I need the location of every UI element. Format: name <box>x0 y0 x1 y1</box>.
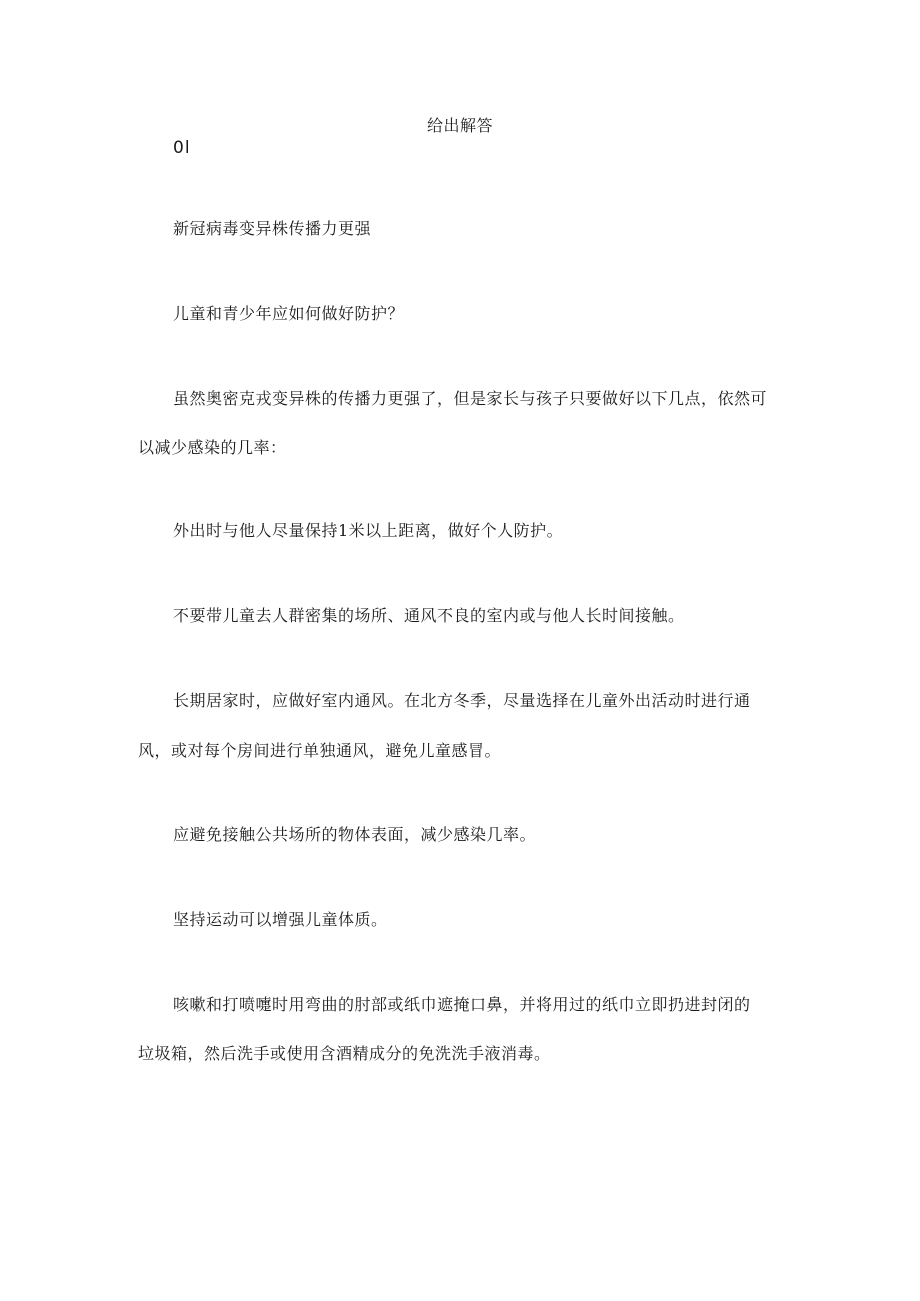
paragraph-cough-etiquette-line-2: 垃圾箱，然后洗手或使用含酒精成分的免洗洗手液消毒。 <box>138 1044 551 1063</box>
paragraph-avoid-surfaces: 应避免接触公共场所的物体表面，减少感染几率。 <box>173 825 537 844</box>
paragraph-ventilation-line-1: 长期居家时，应做好室内通风。在北方冬季，尽量选择在儿童外出活动时进行通 <box>173 691 751 710</box>
heading-variant-transmission: 新冠病毒变异株传播力更强 <box>173 219 372 238</box>
paragraph-ventilation-line-2: 风，或对每个房间进行单独通风，避免儿童感冒。 <box>138 741 502 760</box>
paragraph-intro-line-1: 虽然奥密克戎变异株的传播力更强了，但是家长与孩子只要做好以下几点，依然可 <box>173 389 768 408</box>
paragraph-avoid-crowds: 不要带儿童去人群密集的场所、通风不良的室内或与他人长时间接触。 <box>173 606 685 625</box>
section-number: 0l <box>173 138 191 158</box>
page-title: 给出解答 <box>426 116 493 135</box>
paragraph-intro-line-2: 以减少感染的几率： <box>138 438 287 457</box>
paragraph-keep-distance: 外出时与他人尽量保持1米以上距离，做好个人防护。 <box>173 521 564 540</box>
paragraph-cough-etiquette-line-1: 咳嗽和打喷嚏时用弯曲的肘部或纸巾遮掩口鼻，并将用过的纸巾立即扔进封闭的 <box>173 995 751 1014</box>
heading-children-protection: 儿童和青少年应如何做好防护？ <box>173 304 405 323</box>
paragraph-exercise: 坚持运动可以增强儿童体质。 <box>173 910 388 929</box>
